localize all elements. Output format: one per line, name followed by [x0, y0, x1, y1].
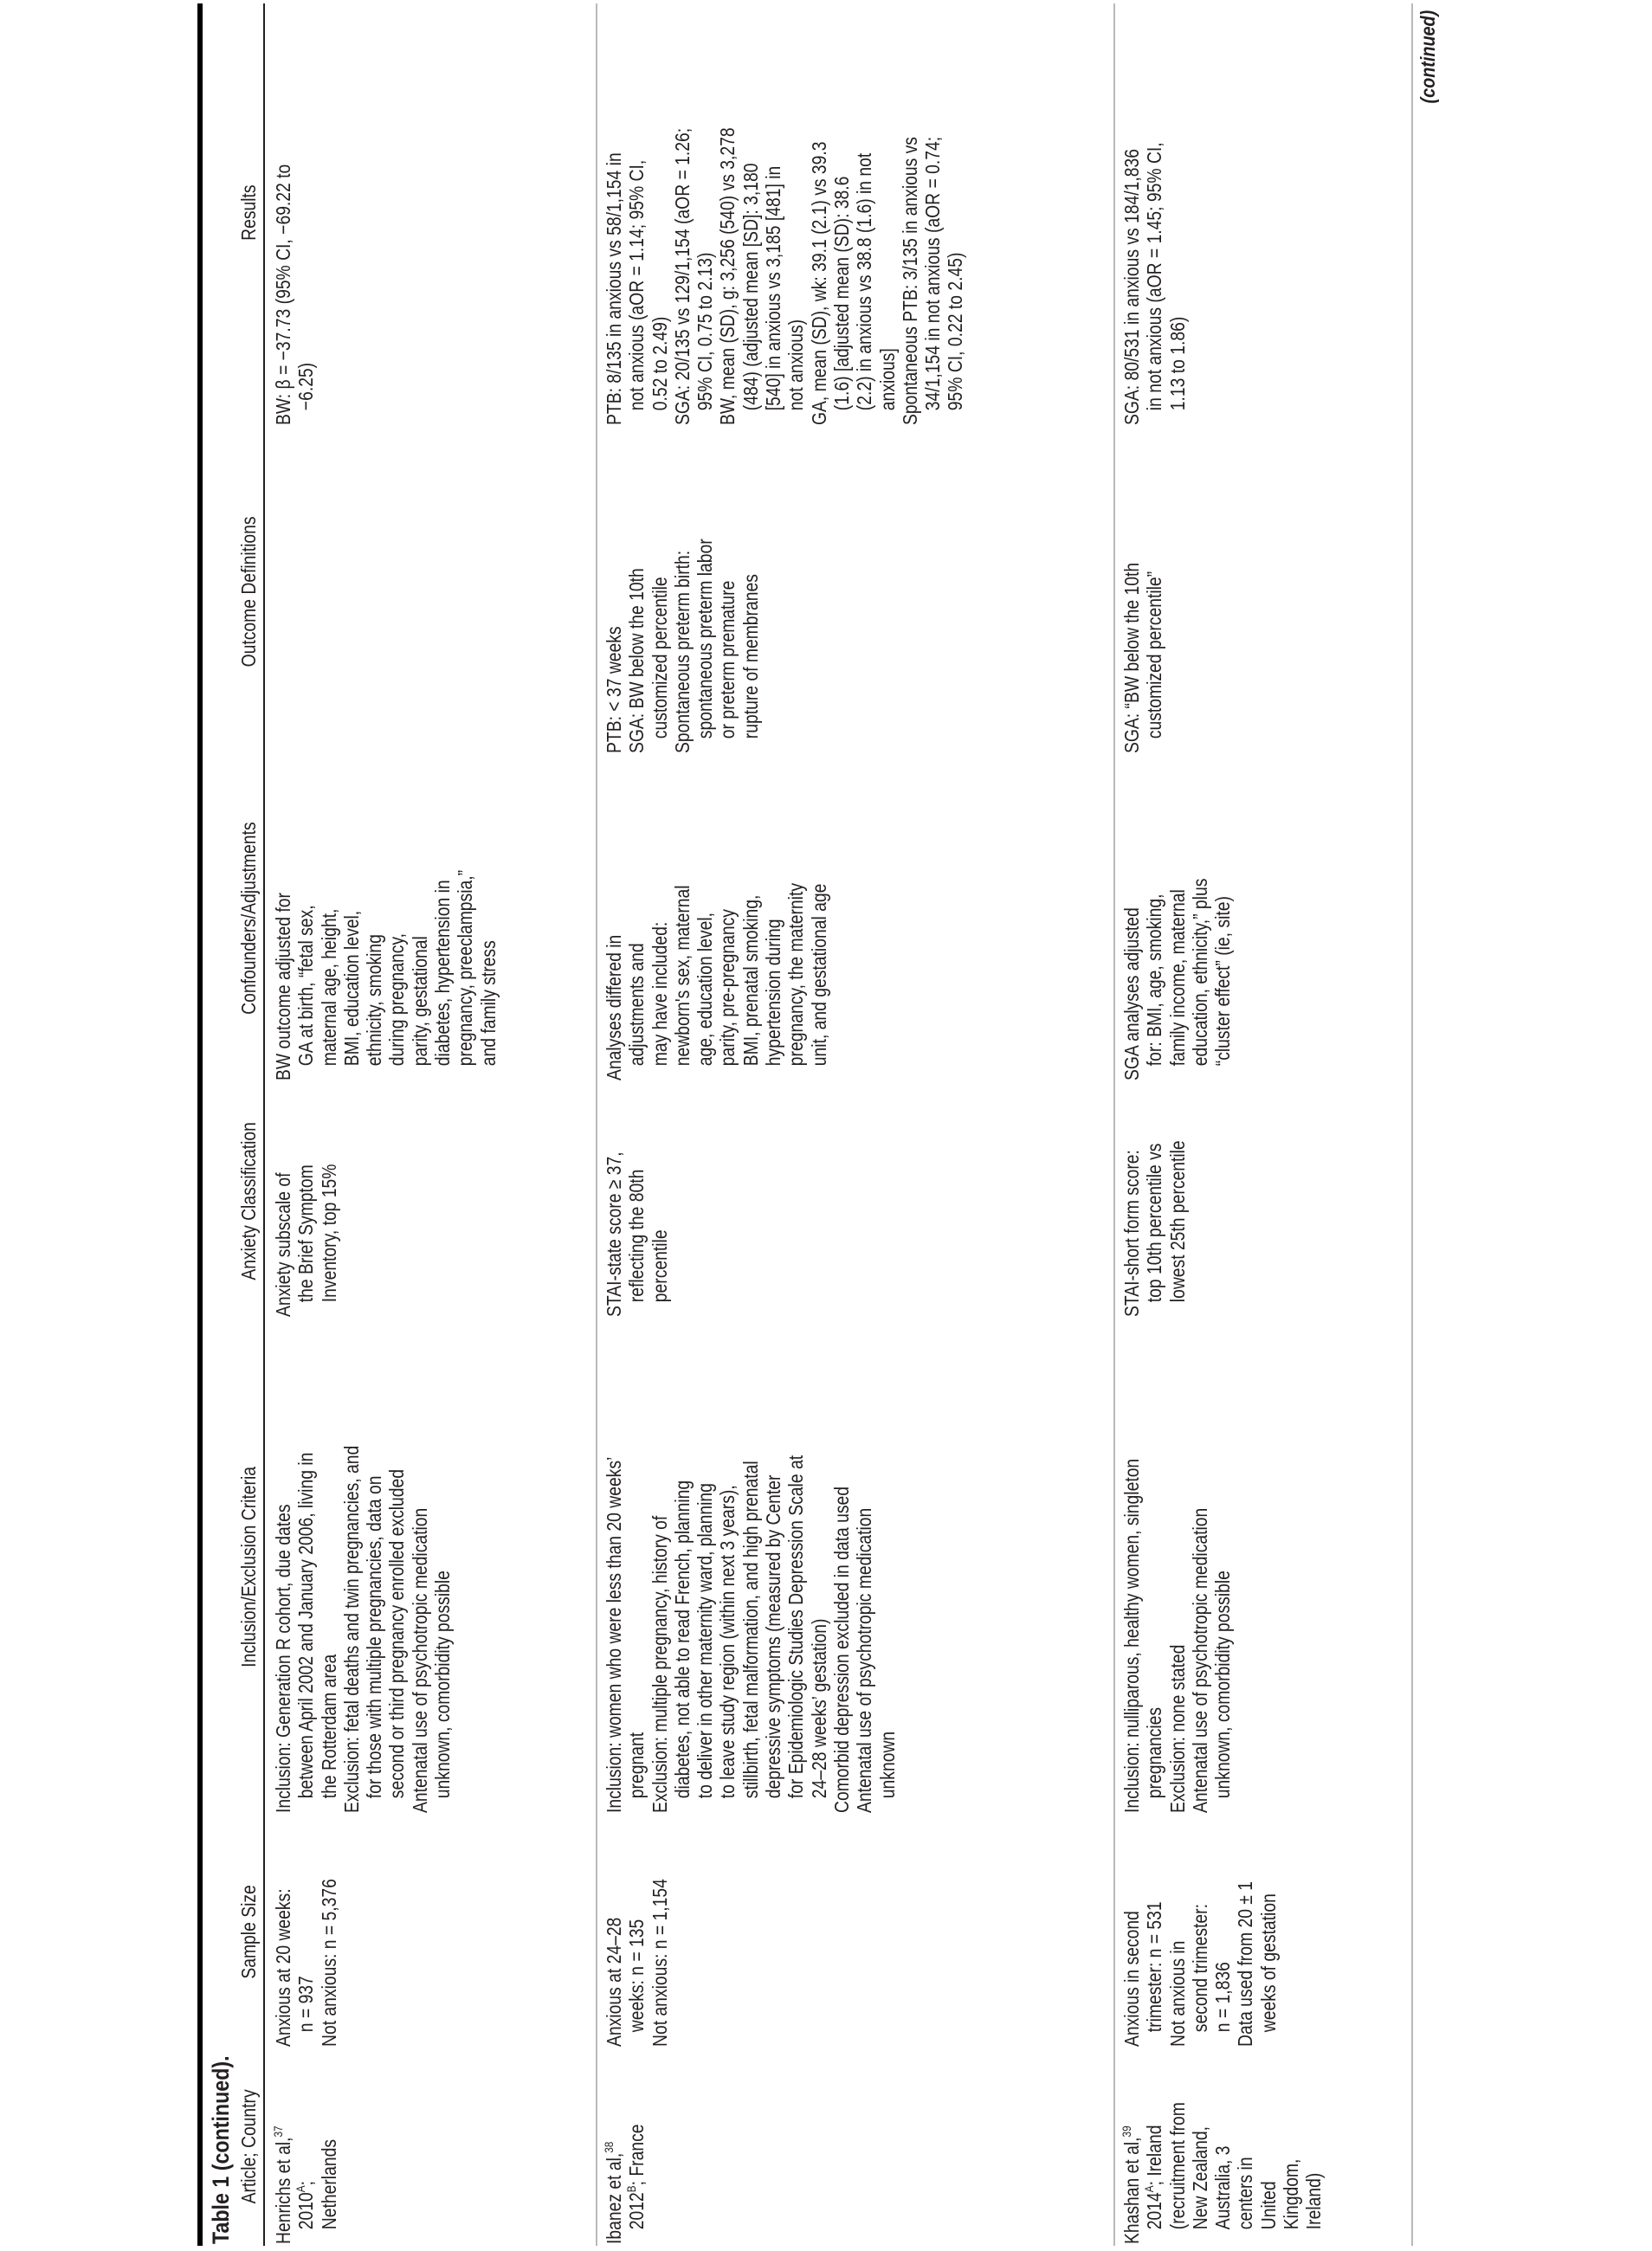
cell-line: rupture of membranes	[739, 574, 762, 739]
cell-line	[318, 2125, 340, 2244]
cell-line	[1120, 2102, 1143, 2244]
article-text: Henrichs et al,	[272, 2137, 294, 2244]
cell-line: SGA: “BW below the 10th	[1120, 562, 1143, 753]
cell-line: 34/1,154 in not anxious (aOR = 0.74;	[921, 136, 945, 411]
cell-line	[1302, 2102, 1325, 2244]
cell-outcome-definitions	[603, 498, 762, 753]
cell-line: Not anxious in	[1165, 1940, 1189, 2047]
article-text: ; Ireland	[1143, 2125, 1166, 2186]
cell-line: weeks: n = 135	[625, 1919, 649, 2033]
cell-line: age, education level,	[694, 912, 717, 1067]
cell-line: diabetes, not able to read French, planning	[670, 1480, 694, 1799]
cell-line	[1234, 2102, 1256, 2244]
cell-line: and family stress	[476, 940, 500, 1067]
cell-line: SGA: 20/135 vs 129/1,154 (aOR = 1.26;	[670, 127, 694, 425]
cell-line: may have included:	[648, 921, 671, 1067]
cell-line: PTB: < 37 weeks	[603, 626, 625, 753]
cell-line: (1.6) [adjusted mean (SD): 38.6	[829, 176, 853, 411]
cell-criteria	[272, 1376, 454, 1813]
cell-line: Not anxious: n = 1,154	[648, 1879, 671, 2047]
cell-line: STAI-state score ≥ 37,	[603, 1151, 625, 1317]
cell-line: pregnancy, preeclampsia,”	[454, 869, 477, 1067]
cell-line: BMI, prenatal smoking,	[739, 894, 762, 1067]
cell-sample-size	[1120, 1850, 1280, 2047]
cell-line: to leave study region (within next 3 years),	[716, 1485, 739, 1799]
cell-line: [540] in anxious vs 3,185 [481] in	[762, 165, 785, 411]
cell-line: −6.25)	[294, 362, 318, 411]
cell-line: newborn's sex, maternal	[670, 885, 694, 1067]
cell-line: BW: β = −37.73 (95% CI, −69.22 to	[272, 164, 294, 425]
cell-line: lowest 25th percentile	[1165, 1140, 1189, 1303]
cell-line: Inclusion: women who were less than 20 weeks’	[603, 1456, 625, 1813]
article-text: United	[1256, 2181, 1280, 2230]
column-header-label: Sample Size	[237, 1884, 260, 1979]
cell-line	[272, 2125, 294, 2244]
cell-line: 0.52 to 2.49)	[648, 316, 671, 411]
reference-superscript: B	[624, 2185, 639, 2193]
cell-line: stillbirth, fetal malformation, and high prenatal	[739, 1461, 762, 1799]
cell-line: hypertension during	[762, 919, 785, 1067]
cell-line: reflecting the 80th	[625, 1169, 649, 1303]
cell-line: Exclusion: fetal deaths and twin pregnancies, and	[339, 1445, 363, 1813]
cell-line: weeks of gestation	[1256, 1893, 1280, 2033]
cell-line	[625, 2124, 648, 2244]
reference-superscript: 38	[602, 2141, 616, 2153]
row-divider	[596, 3, 597, 2246]
cell-line: anxious]	[875, 348, 899, 411]
column-header-label: Outcome Definitions	[237, 516, 260, 667]
cell-results	[272, 114, 318, 425]
cell-line: unknown	[875, 1731, 899, 1799]
cell-line: in not anxious (aOR = 1.45; 95% CI,	[1143, 142, 1166, 411]
article-text: New Zealand,	[1188, 2125, 1211, 2230]
cell-line	[603, 2124, 625, 2244]
cell-line: adjustments and	[625, 943, 649, 1067]
cell-line: Anxious in second	[1120, 1911, 1143, 2047]
cell-line: Analyses differed in	[603, 934, 625, 1080]
cell-anxiety-classification	[1120, 1107, 1189, 1317]
reference-superscript: A	[1142, 2185, 1157, 2193]
article-text: (recruitment from	[1165, 2102, 1189, 2230]
cell-line: (2.2) in anxious vs 38.8 (1.6) in not	[853, 152, 876, 411]
cell-line: BW, mean (SD), g: 3,256 (540) vs 3,278	[716, 127, 739, 425]
column-header-label: Inclusion/Exclusion Criteria	[237, 1467, 260, 1667]
cell-line: Anxious at 20 weeks:	[272, 1888, 294, 2047]
cell-confounders	[1120, 840, 1234, 1080]
article-text: Australia, 3	[1211, 2145, 1235, 2230]
cell-line: pregnant	[625, 1732, 649, 1799]
cell-line: for Epidemiologic Studies Depression Scale at	[784, 1454, 808, 1799]
cell-line	[1280, 2102, 1302, 2244]
cell-line: unknown, comorbidity possible	[1211, 1571, 1235, 1799]
cell-line: Inclusion: Generation R cohort, due dates	[272, 1504, 294, 1813]
cell-anxiety-classification	[272, 1135, 340, 1317]
cell-line: pregnancies	[1143, 1706, 1166, 1799]
cell-sample-size	[272, 1847, 340, 2047]
cell-line: not anxious)	[784, 319, 808, 411]
cell-line: 95% CI, 0.75 to 2.13)	[694, 252, 717, 411]
cell-line: maternal age, height,	[317, 908, 340, 1067]
column-header-results	[236, 1, 261, 425]
article-text: Khashan et al,	[1120, 2137, 1143, 2244]
cell-line: pregnancy, the maternity	[784, 882, 808, 1067]
cell-line: customized percentile”	[1143, 571, 1166, 739]
reference-superscript: 39	[1120, 2125, 1133, 2138]
cell-line: GA, mean (SD), wk: 39.1 (2.1) vs 39.3	[807, 141, 830, 425]
cell-line: top 10th percentile vs	[1143, 1143, 1166, 1303]
cell-line: parity, gestational	[408, 936, 431, 1067]
column-header-label: Article; Country	[237, 2088, 260, 2204]
cell-line: to deliver in other maternity ward, planning	[694, 1483, 717, 1799]
article-text: Ibanez et al,	[603, 2152, 625, 2244]
article-text: 2010	[294, 2192, 318, 2230]
cell-line: Inclusion: nulliparous, healthy women, singleton	[1120, 1458, 1143, 1813]
cell-article	[272, 2103, 340, 2244]
cell-line: Anxiety subscale of	[272, 1172, 294, 1317]
cell-line: Spontaneous PTB: 3/135 in anxious vs	[898, 137, 921, 425]
cell-line: BW outcome adjusted for	[272, 893, 294, 1080]
column-header-outcome-definitions	[236, 429, 261, 753]
cell-line: STAI-short form score:	[1120, 1150, 1143, 1317]
cell-line	[294, 2125, 317, 2244]
cell-line: second or third pregnancy enrolled excluded	[385, 1468, 409, 1799]
cell-article	[1120, 2075, 1326, 2244]
cell-line: parity, pre-pregnancy	[716, 909, 739, 1067]
article-text: Ireland)	[1302, 2172, 1326, 2230]
article-text: ;	[294, 2180, 318, 2186]
column-header-article	[236, 2048, 261, 2244]
column-header-label: Results	[237, 184, 260, 242]
article-text: Kingdom,	[1280, 2158, 1303, 2230]
cell-line: Inventory, top 15%	[317, 1164, 340, 1303]
column-header-label: Confounders/Adjustments	[237, 822, 260, 1016]
cell-line: unknown, comorbidity possible	[431, 1571, 455, 1799]
cell-line: SGA: BW below the 10th	[625, 568, 649, 753]
cell-line: “cluster effect” (ie, site)	[1211, 896, 1235, 1067]
cell-line: education, ethnicity,” plus	[1188, 878, 1211, 1067]
cell-line: Anxious at 24–28	[603, 1917, 625, 2047]
article-text: centers in	[1234, 2157, 1257, 2230]
cell-line: Exclusion: none stated	[1165, 1644, 1189, 1813]
article-text: 2012	[625, 2192, 649, 2230]
cell-line: family income, maternal	[1165, 889, 1189, 1067]
cell-line: SGA: 80/531 in anxious vs 184/1,836	[1120, 148, 1143, 425]
article-text: 2014	[1143, 2192, 1166, 2230]
cell-line: customized percentile	[648, 577, 671, 739]
cell-sample-size	[603, 1847, 671, 2047]
cell-line	[1143, 2102, 1165, 2244]
column-header-anxiety-classification	[236, 1085, 261, 1317]
cell-confounders	[603, 846, 830, 1080]
cell-line: Antenatal use of psychotropic medication	[1188, 1507, 1211, 1813]
cell-line: for those with multiple pregnancies, data on	[363, 1475, 386, 1799]
continued-note: (continued)	[1416, 10, 1439, 104]
table-title: Table 1 (continued).	[208, 2055, 234, 2244]
reference-superscript: A	[294, 2185, 308, 2193]
cell-line: not anxious (aOR = 1.14; 95% CI,	[625, 159, 649, 411]
column-header-sample-size	[236, 1816, 261, 2047]
cell-line: 24–28 weeks’ gestation)	[807, 1618, 830, 1799]
reference-superscript: 37	[271, 2125, 285, 2138]
cell-confounders	[272, 830, 500, 1080]
cell-line: GA at birth, “fetal sex,	[294, 905, 318, 1067]
cell-line: between April 2002 and January 2006, living in	[294, 1452, 318, 1799]
cell-line: Comorbid depression excluded in data used	[829, 1487, 853, 1813]
header-rule	[263, 3, 265, 2246]
cell-line: Antenatal use of psychotropic medication	[853, 1507, 876, 1813]
cell-line: spontaneous preterm labor	[694, 539, 717, 739]
cell-line: Spontaneous preterm birth:	[670, 550, 694, 753]
row-divider	[1113, 3, 1115, 2246]
article-text: Netherlands	[317, 2139, 340, 2230]
cell-line	[1211, 2102, 1234, 2244]
cell-line: unit, and gestational age	[807, 883, 830, 1067]
column-header-confounders	[236, 757, 261, 1080]
column-header-criteria	[236, 1321, 261, 1813]
cell-line: PTB: 8/135 in anxious vs 58/1,154 in	[603, 152, 625, 425]
cell-line: Exclusion: multiple pregnancy, history of	[648, 1515, 671, 1813]
cell-line: the Brief Symptom	[294, 1164, 318, 1303]
cell-line: BMI, education level,	[339, 910, 363, 1067]
cell-line: SGA analyses adjusted	[1120, 907, 1143, 1080]
cell-line: 1.13 to 1.86)	[1165, 316, 1189, 411]
cell-line: ethnicity, smoking	[363, 934, 386, 1067]
cell-line	[1257, 2102, 1280, 2244]
row-divider	[1411, 3, 1413, 2246]
cell-line: depressive symptoms (measured by Center	[762, 1474, 785, 1799]
cell-line: second trimester:	[1188, 1904, 1211, 2033]
cell-line: for: BMI, age, smoking,	[1143, 893, 1166, 1067]
cell-results	[1120, 88, 1189, 425]
cell-criteria	[603, 1387, 899, 1813]
cell-line: (484) (adjusted mean [SD]: 3,180	[739, 163, 762, 411]
cell-outcome-definitions	[1120, 526, 1166, 753]
cell-line: n = 1,836	[1211, 1962, 1235, 2033]
cell-line	[1189, 2102, 1211, 2244]
cell-line: trimester: n = 531	[1143, 1901, 1166, 2033]
cell-line: percentile	[648, 1229, 671, 1303]
cell-line: n = 937	[294, 1976, 318, 2033]
cell-line: or preterm premature	[716, 580, 739, 739]
article-text: ; France	[625, 2124, 649, 2186]
cell-line: Data used from 20 ± 1	[1234, 1880, 1257, 2047]
cell-results	[603, 71, 967, 425]
column-header-label: Anxiety Classification	[237, 1121, 260, 1280]
cell-line: Not anxious: n = 5,376	[317, 1879, 340, 2047]
cell-line: Antenatal use of psychotropic medication	[408, 1507, 431, 1813]
cell-criteria	[1120, 1391, 1234, 1813]
cell-line: 95% CI, 0.22 to 2.45)	[944, 252, 967, 411]
table-top-rule	[197, 3, 203, 2246]
cell-article	[603, 2101, 649, 2244]
cell-line: the Rotterdam area	[317, 1654, 340, 1799]
cell-anxiety-classification	[603, 1120, 671, 1317]
cell-line: diabetes, hypertension in	[431, 880, 455, 1067]
cell-line	[1166, 2102, 1189, 2244]
cell-line: during pregnancy,	[385, 932, 409, 1067]
